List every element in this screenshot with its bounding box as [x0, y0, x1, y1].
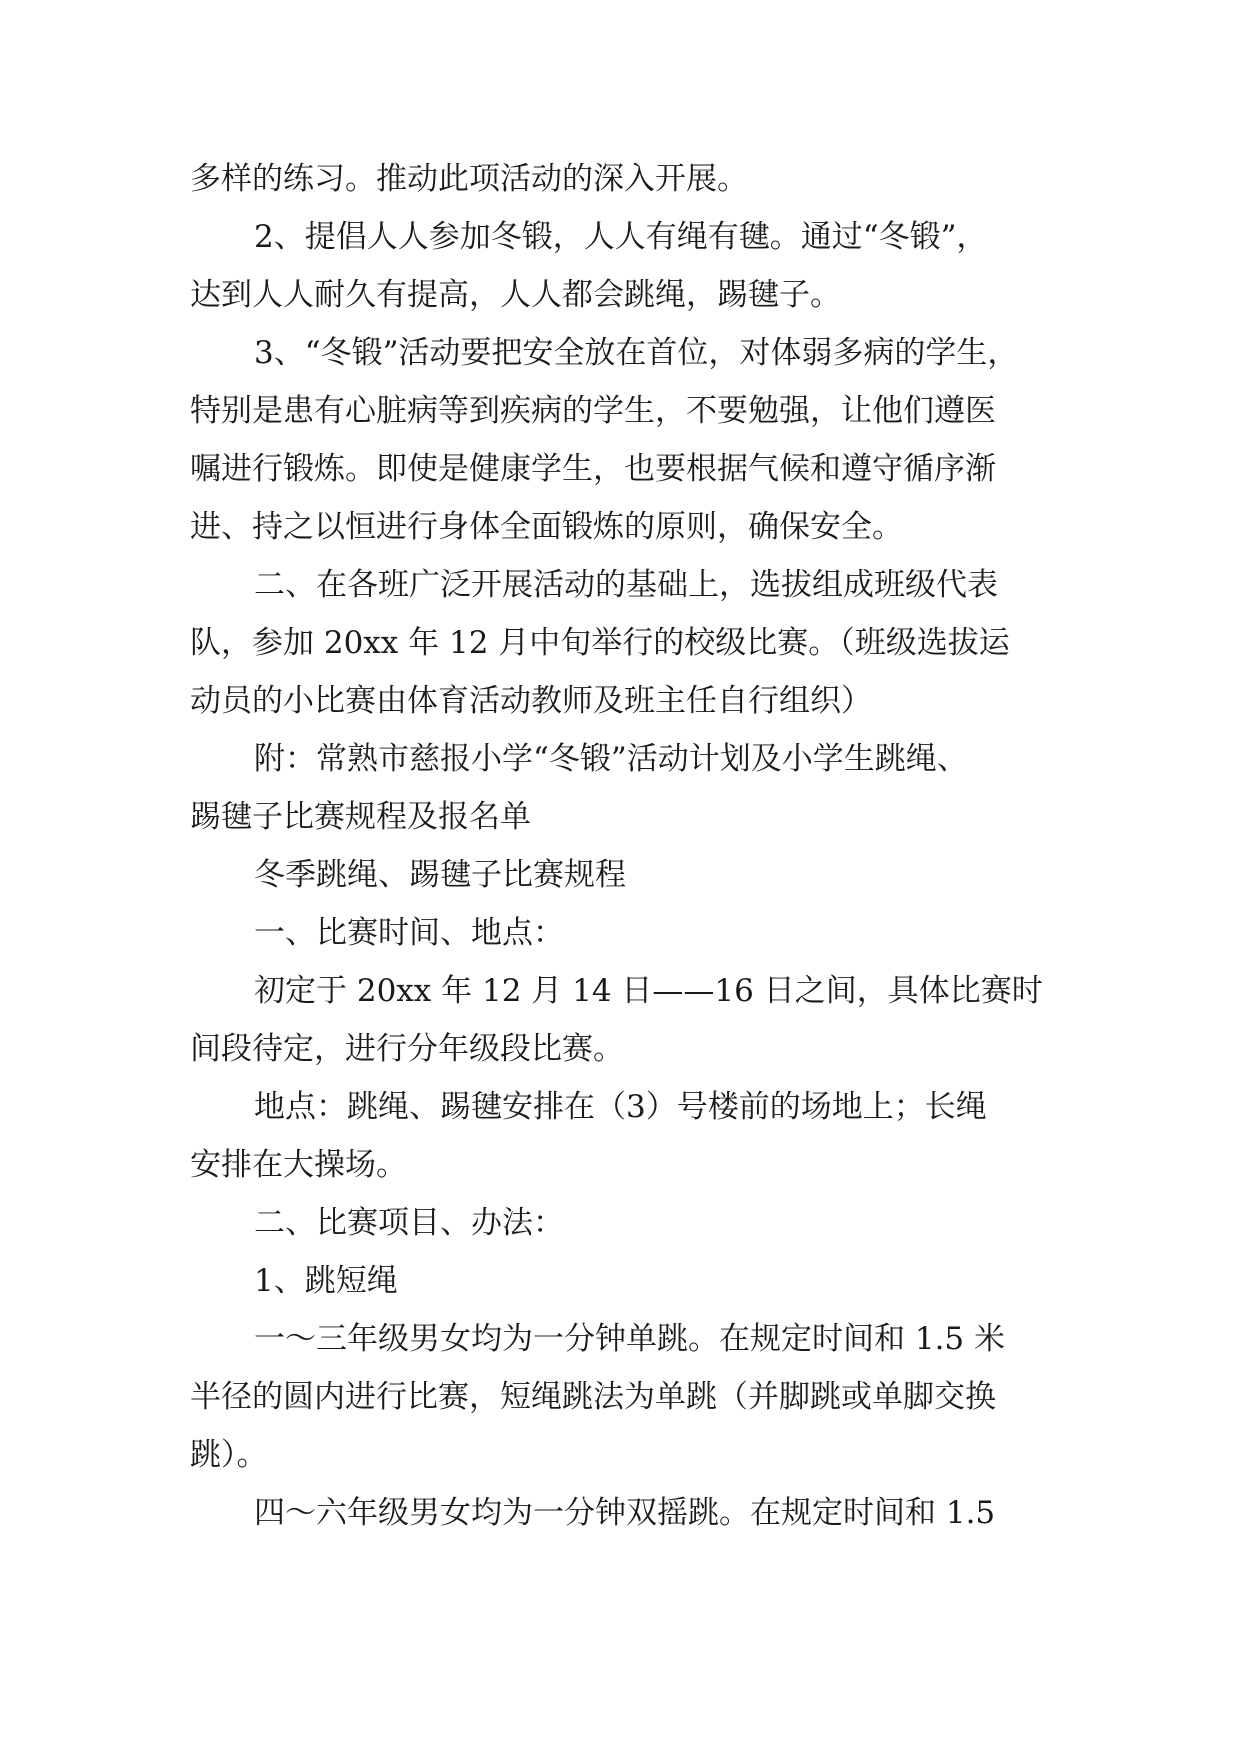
- section-title: 冬季跳绳、踢毽子比赛规程: [254, 857, 626, 893]
- section-heading: 二、比赛项目、办法：: [254, 1205, 564, 1241]
- text-line: 嘱进行锻炼。即使是健康学生，也要根据气候和遵守循序渐: [190, 451, 996, 487]
- text-line: 四～六年级男女均为一分钟双摇跳。在规定时间和 1.5: [254, 1495, 996, 1531]
- text-line: 进、持之以恒进行身体全面锻炼的原则，确保安全。: [190, 509, 903, 545]
- text-line: 附：常熟市慈报小学“冬锻”活动计划及小学生跳绳、: [254, 741, 968, 777]
- text-line: 3、“冬锻”活动要把安全放在首位，对体弱多病的学生，: [254, 335, 1019, 371]
- text-line: 队，参加 20xx 年 12 月中旬举行的校级比赛。（班级选拔运: [190, 625, 1010, 661]
- subsection-heading: 1、跳短绳: [254, 1263, 398, 1299]
- text-line: 初定于 20xx 年 12 月 14 日——16 日之间，具体比赛时: [254, 973, 1043, 1009]
- text-line: 一～三年级男女均为一分钟单跳。在规定时间和 1.5 米: [254, 1321, 1006, 1357]
- text-line: 达到人人耐久有提高，人人都会跳绳，踢毽子。: [190, 277, 841, 313]
- section-heading: 一、比赛时间、地点：: [254, 915, 564, 951]
- text-line: 动员的小比赛由体育活动教师及班主任自行组织）: [190, 683, 872, 719]
- text-line: 踢毽子比赛规程及报名单: [190, 799, 531, 835]
- text-line: 地点：跳绳、踢毽安排在（3）号楼前的场地上；长绳: [254, 1089, 987, 1125]
- text-line: 安排在大操场。: [190, 1147, 407, 1183]
- text-line: 间段待定，进行分年级段比赛。: [190, 1031, 624, 1067]
- text-line: 2、提倡人人参加冬锻，人人有绳有毽。通过“冬锻”，: [254, 219, 988, 255]
- text-line: 多样的练习。推动此项活动的深入开展。: [190, 161, 748, 197]
- text-line: 半径的圆内进行比赛，短绳跳法为单跳（并脚跳或单脚交换: [190, 1379, 996, 1415]
- text-line: 跳）。: [190, 1437, 268, 1473]
- text-line: 特别是患有心脏病等到疾病的学生，不要勉强，让他们遵医: [190, 393, 996, 429]
- text-line: 二、在各班广泛开展活动的基础上，选拔组成班级代表: [254, 567, 998, 603]
- document-body: [190, 150, 1070, 1542]
